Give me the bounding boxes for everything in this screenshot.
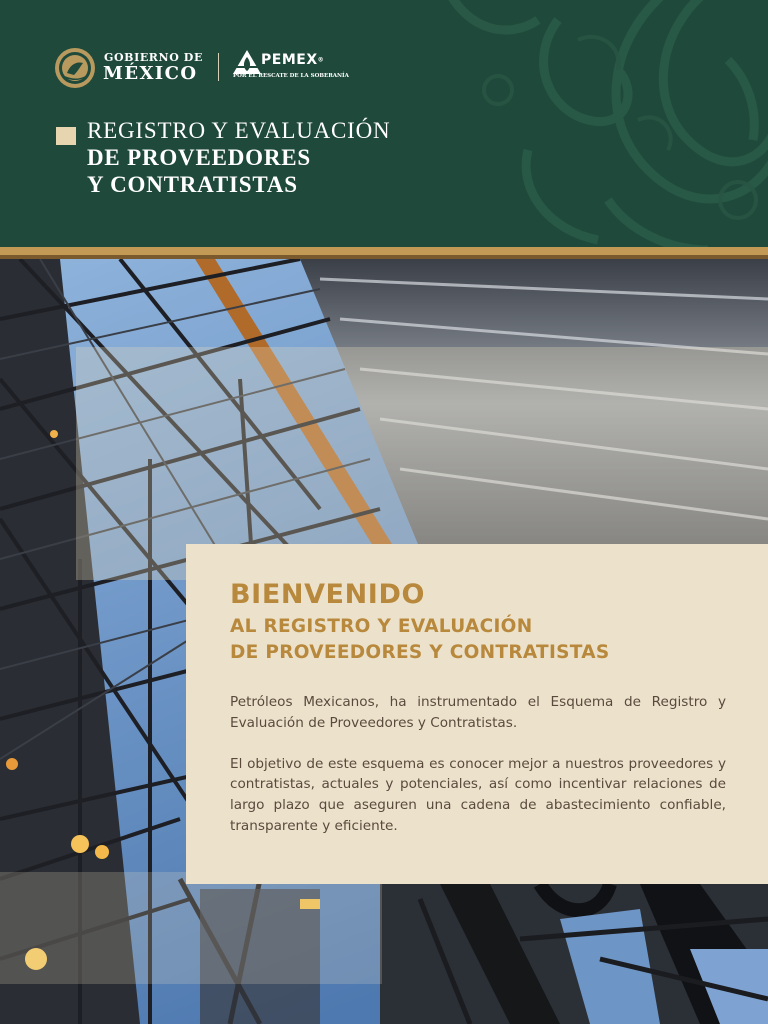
welcome-subheading-line-1: AL REGISTRO Y EVALUACIÓN bbox=[230, 616, 533, 637]
header-banner bbox=[0, 0, 768, 247]
photo-tint-overlay-left bbox=[76, 544, 186, 580]
header-decorative-pattern bbox=[408, 0, 768, 247]
page-title-line-1: REGISTRO Y EVALUACIÓN bbox=[87, 118, 391, 143]
pemex-registered-mark: ® bbox=[317, 56, 325, 64]
pemex-name-text: PEMEX bbox=[261, 52, 318, 68]
title-marker-square bbox=[56, 127, 76, 145]
photo-tint-overlay-bottom bbox=[0, 872, 382, 984]
gold-divider-band bbox=[0, 247, 768, 259]
page-title-line-2: DE PROVEEDORES bbox=[87, 145, 311, 170]
welcome-subheading-line-2: DE PROVEEDORES Y CONTRATISTAS bbox=[230, 642, 610, 663]
mexico-seal-icon bbox=[54, 47, 96, 89]
gobierno-de-text: GOBIERNO DE bbox=[104, 51, 203, 64]
intro-paragraph: Petróleos Mexicanos, ha instrumentado el Esquema de Registro y Evaluación de Proveedores y Contratistas. bbox=[230, 694, 726, 731]
welcome-heading: BIENVENIDO bbox=[230, 579, 426, 610]
page-title-line-3: Y CONTRATISTAS bbox=[87, 172, 298, 197]
photo-tint-overlay-top bbox=[76, 347, 768, 544]
pemex-wordmark bbox=[261, 52, 324, 68]
logo-divider bbox=[218, 53, 219, 81]
pemex-tagline: POR EL RESCATE DE LA SOBERANÍA bbox=[233, 73, 349, 79]
welcome-card bbox=[186, 544, 768, 884]
objective-paragraph: El objetivo de este esquema es conocer mejor a nuestros proveedores y contratistas, actuales y potenciales, así como incentivar relaciones de largo plazo que aseguren una cadena de abastecimiento confiable, transparente y eficiente. bbox=[230, 755, 726, 834]
mexico-text: MÉXICO bbox=[103, 63, 198, 84]
